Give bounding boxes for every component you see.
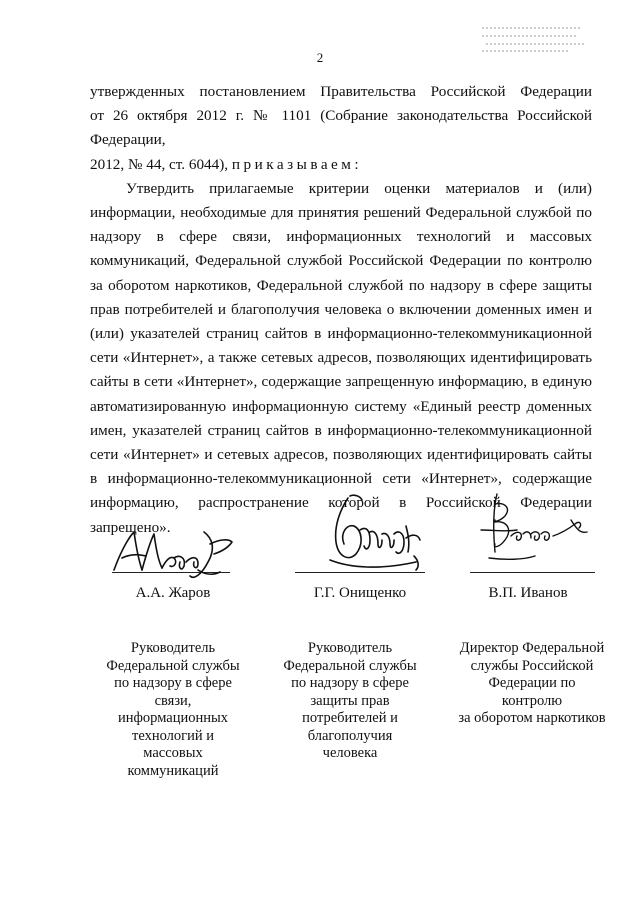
page-number: 2 xyxy=(316,50,324,65)
signatory-name-2: Г.Г. Онищенко xyxy=(313,585,407,601)
position-line: потребителей и xyxy=(302,710,398,726)
order-paragraph: Утвердить прилагаемые критерии оценки материалов и (или) информации, необходимые для принятия решений Федеральной службой по надзору в сфере связи, информационных технологий и массовых коммуникаций, Федеральной службой Российской Федерации по контролю за оборотом наркотиков, Федеральной службой по надзору в сфере защиты прав потребителей и благополучия человека о включении доменных имен и (или) указателей страниц сайтов в информационно-телекоммуникационной сети «Интернет», а также сетевых адресов, позволяющих идентифицировать сайты в сети «Интернет», содержащие запрещенную информацию, в единую автоматизированную информационную систему «Единый реестр доменных имен, указателей страниц сайтов в информационно-телекоммуникационной сети «Интернет» и сетевых адресов, позволяющих идентифицировать сайты в информационно-телекоммуникационной сети «Интернет», содержащие информацию, распространение которой в Российской Федерации запрещено». xyxy=(90,179,592,536)
signatory-name-3: В.П. Иванов xyxy=(488,585,568,601)
order-word: приказываем: xyxy=(231,155,363,173)
registration-stamp-mark xyxy=(478,20,588,54)
position-line: Федерации по xyxy=(488,675,576,691)
position-line: информационных xyxy=(118,710,228,726)
signature-line-3 xyxy=(470,572,595,573)
document-body xyxy=(90,80,592,540)
signatory-name-1: А.А. Жаров xyxy=(135,585,211,601)
position-line: массовых xyxy=(143,745,203,761)
position-line: контролю xyxy=(501,692,563,709)
position-line: связи, xyxy=(154,692,192,709)
position-line: по надзору в сфере xyxy=(114,675,232,691)
position-line: технологий и xyxy=(132,727,214,744)
position-line: по надзору в сфере xyxy=(291,675,409,691)
position-line: за оборотом наркотиков xyxy=(458,710,606,726)
position-line: Федеральной службы xyxy=(106,657,240,674)
signature-zharov xyxy=(108,518,238,588)
signatory-position-2 xyxy=(265,640,435,763)
position-line: Руководитель xyxy=(307,640,393,656)
intro-line-3-start: 2012, № 44, ст. 6044), xyxy=(90,155,229,173)
position-line: службы Российской xyxy=(470,657,594,674)
signatory-position-3 xyxy=(448,640,616,728)
position-line: коммуникаций xyxy=(127,762,219,779)
signature-onishchenko xyxy=(290,490,440,580)
position-line: защиты прав xyxy=(310,692,390,709)
signatory-position-1 xyxy=(88,640,258,780)
intro-line-2: от 26 октября 2012 г. № 1101 (Собрание законодательства Российской Федерации, xyxy=(90,107,592,149)
position-line: благополучия xyxy=(307,727,393,744)
position-line: Директор Федеральной xyxy=(459,640,605,656)
intro-line-1: утвержденных постановлением Правительства Российской Федерации xyxy=(90,83,592,100)
position-line: человека xyxy=(322,745,378,761)
signature-ivanov xyxy=(475,490,595,570)
position-line: Руководитель xyxy=(130,640,216,656)
intro-line-3 xyxy=(90,153,592,177)
position-line: Федеральной службы xyxy=(283,657,417,674)
